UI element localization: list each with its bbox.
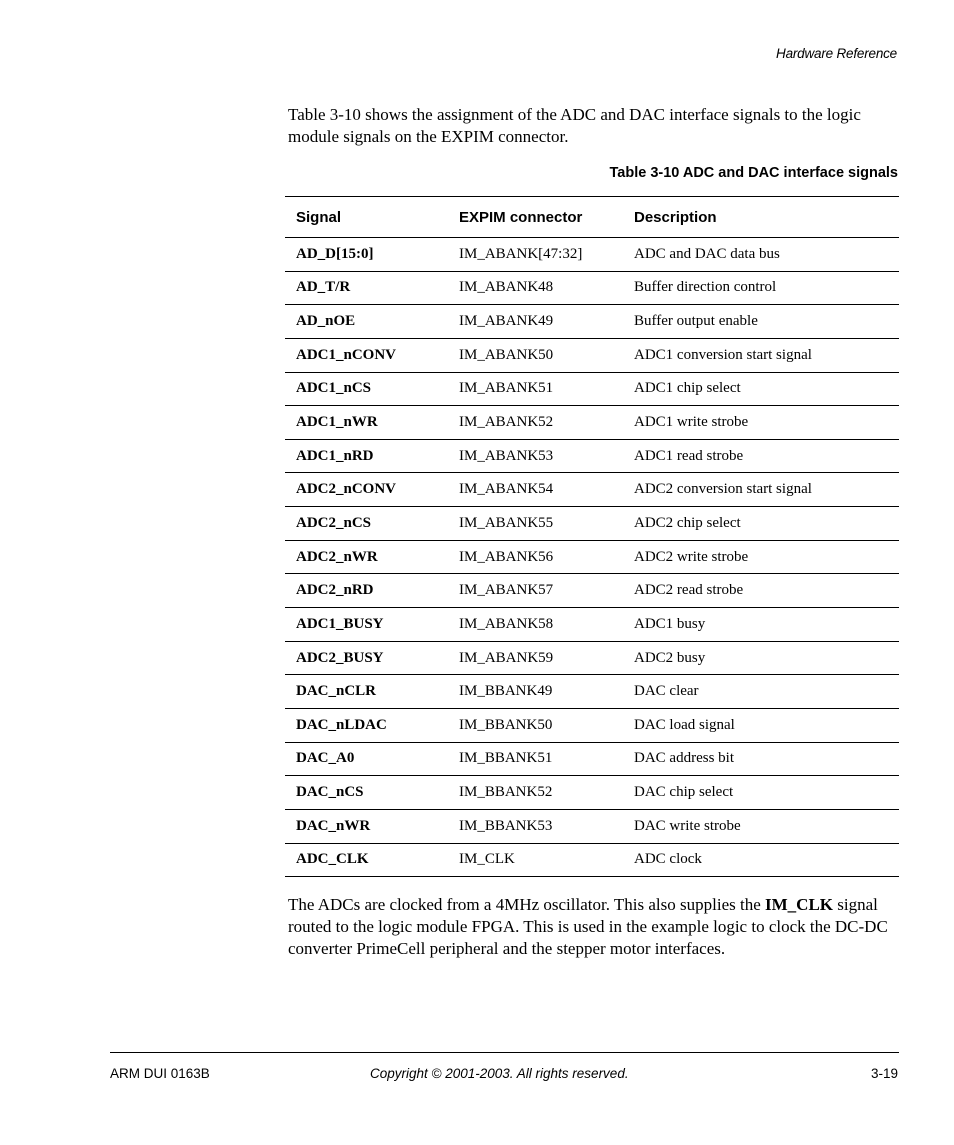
intro-paragraph: Table 3-10 shows the assignment of the ADC and DAC interface signals to the logic module signals on the EXPIM connector.	[288, 105, 861, 146]
table-row	[285, 608, 899, 642]
cell-signal: ADC1_nCS	[296, 380, 372, 397]
table-row	[285, 742, 899, 776]
cell-description: ADC2 read strobe	[634, 582, 744, 599]
cell-description: ADC clock	[634, 851, 702, 868]
column-header-description: Description	[634, 208, 717, 226]
table-row	[285, 238, 899, 272]
signals-table	[285, 196, 899, 877]
cell-expim-connector: IM_ABANK57	[459, 582, 554, 599]
cell-signal: AD_nOE	[296, 313, 356, 330]
cell-expim-connector: IM_ABANK52	[459, 414, 554, 431]
table-row	[285, 574, 899, 608]
cell-expim-connector: IM_ABANK53	[459, 447, 554, 464]
cell-signal: ADC_CLK	[296, 851, 369, 868]
cell-signal: AD_T/R	[296, 279, 351, 296]
cell-expim-connector: IM_ABANK51	[459, 380, 554, 397]
outro-signal-name: IM_CLK	[765, 895, 834, 914]
cell-description: ADC1 busy	[634, 615, 706, 632]
column-header-expim-connector: EXPIM connector	[459, 208, 583, 226]
cell-signal: ADC1_nCONV	[296, 346, 397, 363]
cell-description: DAC clear	[634, 683, 699, 700]
outro-text-before: The ADCs are clocked from a 4MHz oscillator. This also supplies the	[288, 895, 766, 914]
cell-expim-connector: IM_ABANK49	[459, 313, 554, 330]
outro-paragraph	[288, 894, 902, 960]
table-row	[285, 675, 899, 709]
cell-description: DAC write strobe	[634, 817, 741, 834]
cell-expim-connector: IM_ABANK58	[459, 615, 554, 632]
cell-description: ADC2 busy	[634, 649, 706, 666]
cell-expim-connector: IM_BBANK49	[459, 683, 553, 700]
cell-signal: DAC_nWR	[296, 817, 371, 834]
cell-description: Buffer output enable	[634, 313, 758, 330]
outro-text-after: signal routed to the logic module FPGA. This is used in the example logic to clock the DC-DC converter PrimeCell peripheral and the stepper motor interfaces.	[288, 895, 888, 958]
table-row	[285, 776, 899, 810]
cell-description: ADC2 write strobe	[634, 548, 749, 565]
cell-description: ADC1 conversion start signal	[634, 346, 812, 363]
cell-signal: AD_D[15:0]	[296, 245, 374, 262]
table-row	[285, 843, 899, 877]
cell-signal: ADC1_nWR	[296, 414, 378, 431]
cell-description: ADC2 chip select	[634, 514, 741, 531]
cell-description: DAC load signal	[634, 716, 735, 733]
table-row	[285, 271, 899, 305]
cell-signal: ADC1_nRD	[296, 447, 374, 464]
cell-signal: ADC2_nRD	[296, 582, 374, 599]
footer-copyright: Copyright © 2001-2003. All rights reserved.	[370, 1066, 629, 1081]
running-header: Hardware Reference	[776, 46, 897, 61]
cell-expim-connector: IM_BBANK52	[459, 784, 553, 801]
table-row	[285, 809, 899, 843]
cell-description: DAC address bit	[634, 750, 734, 767]
table-row	[285, 473, 899, 507]
table-row	[285, 507, 899, 541]
cell-expim-connector: IM_BBANK50	[459, 716, 553, 733]
cell-expim-connector: IM_ABANK54	[459, 481, 554, 498]
cell-signal: ADC2_nCS	[296, 514, 372, 531]
cell-signal: DAC_nCLR	[296, 683, 377, 700]
table-row	[285, 439, 899, 473]
table-row	[285, 708, 899, 742]
table-row	[285, 406, 899, 440]
cell-signal: ADC2_BUSY	[296, 649, 384, 666]
footer-page-number: 3-19	[870, 1066, 898, 1081]
cell-description: ADC1 read strobe	[634, 447, 744, 464]
cell-expim-connector: IM_ABANK59	[459, 649, 554, 666]
cell-description: ADC and DAC data bus	[634, 245, 780, 262]
cell-expim-connector: IM_BBANK53	[459, 817, 553, 834]
table-caption: Table 3-10 ADC and DAC interface signals	[609, 165, 898, 181]
cell-description: ADC2 conversion start signal	[634, 481, 812, 498]
table-row	[285, 641, 899, 675]
cell-signal: ADC2_nCONV	[296, 481, 397, 498]
cell-expim-connector: IM_ABANK[47:32]	[459, 245, 583, 262]
table-row	[285, 540, 899, 574]
cell-description: ADC1 write strobe	[634, 414, 749, 431]
cell-description: DAC chip select	[634, 784, 734, 801]
cell-signal: DAC_nCS	[296, 784, 364, 801]
cell-expim-connector: IM_ABANK55	[459, 514, 554, 531]
footer-doc-id: ARM DUI 0163B	[110, 1066, 210, 1081]
table-body	[285, 238, 899, 877]
cell-signal: ADC1_BUSY	[296, 615, 384, 632]
cell-signal: DAC_A0	[296, 750, 355, 767]
cell-signal: DAC_nLDAC	[296, 716, 387, 733]
cell-expim-connector: IM_ABANK56	[459, 548, 554, 565]
table-row	[285, 338, 899, 372]
table-row	[285, 305, 899, 339]
cell-expim-connector: IM_ABANK48	[459, 279, 554, 296]
footer-divider	[110, 1052, 899, 1053]
table-row	[285, 372, 899, 406]
column-header-signal: Signal	[296, 208, 342, 226]
table-header-row	[285, 197, 899, 238]
cell-signal: ADC2_nWR	[296, 548, 378, 565]
cell-expim-connector: IM_CLK	[459, 851, 515, 868]
cell-expim-connector: IM_ABANK50	[459, 346, 554, 363]
cell-description: Buffer direction control	[634, 279, 777, 296]
cell-description: ADC1 chip select	[634, 380, 741, 397]
cell-expim-connector: IM_BBANK51	[459, 750, 553, 767]
